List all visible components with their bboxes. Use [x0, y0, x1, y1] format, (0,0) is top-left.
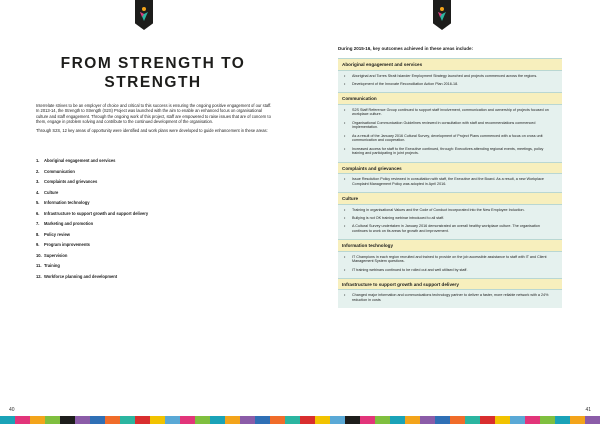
bullet-item — [344, 216, 556, 221]
list-item-label: Program improvements — [44, 242, 90, 247]
bullet-icon: • — [344, 267, 346, 272]
bullet-item — [344, 74, 556, 79]
bullet-icon: • — [344, 120, 346, 125]
stripe-segment — [30, 416, 45, 424]
list-item-label: Aboriginal engagement and services — [44, 158, 116, 163]
outcomes-table — [338, 58, 562, 308]
list-item — [36, 158, 266, 169]
bullet-item — [344, 224, 556, 233]
list-item-number: 1. — [36, 158, 40, 163]
stripe-segment — [570, 416, 585, 424]
bullet-icon: • — [344, 146, 346, 151]
stripe-segment — [165, 416, 180, 424]
intro-text — [36, 103, 272, 136]
stripe-segment — [390, 416, 405, 424]
bullet-icon: • — [344, 177, 346, 182]
bullet-text: Changed major information and communications technology partner to deliver a faster, more reliable network with a 24% reduction in costs — [352, 293, 549, 303]
stripe-segment — [90, 416, 105, 424]
bullet-icon: • — [344, 133, 346, 138]
bullet-text: Aboriginal and Torres Strait Islander Employment Strategy launched and projects commenced across the regions. — [352, 73, 538, 78]
section-heading: Aboriginal engagement and services — [338, 58, 562, 70]
list-item-number: 4. — [36, 189, 40, 195]
list-item-number: 9. — [36, 242, 40, 247]
stripe-segment — [495, 416, 510, 424]
bullet-text: Training in organisational Values and the Code of Conduct incorporated into the New Employee Induction. — [352, 207, 525, 212]
stripe-segment — [225, 416, 240, 424]
list-item-number: 10. — [36, 252, 42, 258]
stripe-segment — [585, 416, 600, 424]
bullet-item — [344, 147, 556, 156]
section-heading: Culture — [338, 192, 562, 204]
stripe-segment — [510, 416, 525, 424]
stripe-segment — [75, 416, 90, 424]
bullet-item — [344, 255, 556, 264]
stripe-segment — [60, 416, 75, 424]
stripe-segment — [0, 416, 15, 424]
section-heading: Information technology — [338, 239, 562, 251]
section-heading: Communication — [338, 92, 562, 104]
title-line-1: FROM STRENGTH TO — [60, 55, 246, 72]
stripe-segment — [240, 416, 255, 424]
stripe-segment — [420, 416, 435, 424]
list-item-number: 7. — [36, 221, 40, 226]
bullet-icon: • — [344, 73, 346, 78]
section-heading: Complaints and grievances — [338, 162, 562, 174]
list-item-number: 11. — [36, 263, 42, 268]
list-item — [36, 274, 266, 285]
bullet-item — [344, 293, 556, 302]
stripe-segment — [150, 416, 165, 424]
list-item-label: Communication — [44, 168, 75, 174]
stripe-segment — [405, 416, 420, 424]
intro-paragraph-1: Interrelate strives to be an employer of choice and critical to this success is ensuring the ongoing positive engagement of our staff. In 2013-14, the Strength to Strength (S2S) Project was launched with the aim to enable an enhanced focus on organisational culture and staff engagement. Through the ongoing work of this project, staff are empowered to raise issues that are of concern to them, engage in problem solving and contribute to the continued development of the organisation. — [36, 103, 272, 125]
bullet-item — [344, 208, 556, 213]
stripe-segment — [330, 416, 345, 424]
list-item — [36, 211, 266, 222]
bullet-item — [344, 177, 556, 186]
list-item-number: 8. — [36, 231, 40, 237]
bullet-text: S2S Staff Reference Group continued to support staff involvement, communication and ownership of projects focused on workplace culture. — [352, 107, 549, 117]
color-stripe-footer — [0, 416, 600, 424]
bookmark-tab — [135, 0, 153, 30]
list-item-number: 5. — [36, 200, 40, 205]
bullet-icon: • — [344, 81, 346, 86]
stripe-segment — [210, 416, 225, 424]
bullet-icon: • — [344, 254, 346, 259]
interrelate-logo-icon — [436, 6, 448, 22]
stripe-segment — [270, 416, 285, 424]
list-item-number: 2. — [36, 168, 40, 174]
list-item — [36, 232, 266, 243]
bookmark-tab — [433, 0, 451, 30]
bullet-text: As a result of the January 2016 Cultural Survey, development of Project Plans commenced with a focus on cross unit communication and cooperation. — [352, 133, 543, 143]
stripe-segment — [285, 416, 300, 424]
stripe-segment — [195, 416, 210, 424]
list-item — [36, 200, 266, 211]
bullet-text: Issue Resolution Policy reviewed in consultation with staff, the Executive and the Board. As a result, a new Workplace Complaint Management Policy was adopted in April 2016. — [352, 177, 544, 186]
stripe-segment — [315, 416, 330, 424]
section-heading: Infrastructure to support growth and support delivery — [338, 278, 562, 290]
key-areas-list — [36, 158, 266, 284]
stripe-segment — [435, 416, 450, 424]
stripe-segment — [540, 416, 555, 424]
stripe-segment — [15, 416, 30, 424]
stripe-segment — [465, 416, 480, 424]
section-body — [338, 70, 562, 93]
list-item-label: Supervision — [44, 252, 68, 258]
list-item — [36, 169, 266, 180]
list-item — [36, 179, 266, 190]
stripe-segment — [375, 416, 390, 424]
outcomes-lead: During 2015-16, key outcomes achieved in these areas include: — [338, 46, 474, 51]
list-item-label: Policy review — [44, 231, 70, 237]
bullet-text: IT training webinars continued to be rolled out and well utilised by staff. — [352, 267, 468, 272]
stripe-segment — [555, 416, 570, 424]
list-item — [36, 253, 266, 264]
bullet-icon: • — [344, 107, 346, 112]
bullet-icon: • — [344, 293, 346, 298]
bullet-text: Development of the Innovate Reconciliation Action Plan 2016-18. — [352, 81, 459, 86]
bullet-text: Organisational Communication Guidelines reviewed in consultation with staff and recommendations commenced implementation. — [352, 120, 536, 130]
stripe-segment — [45, 416, 60, 424]
list-item-label: Complaints and grievances — [44, 179, 98, 184]
bullet-item — [344, 134, 556, 143]
list-item-number: 12. — [36, 273, 42, 279]
stripe-segment — [105, 416, 120, 424]
stripe-segment — [255, 416, 270, 424]
list-item-number: 6. — [36, 210, 40, 216]
page-title — [38, 54, 268, 92]
right-page — [300, 0, 600, 424]
list-item-label: Information technology — [44, 200, 90, 205]
bullet-icon: • — [344, 207, 346, 212]
stripe-segment — [345, 416, 360, 424]
list-item-label: Culture — [44, 189, 59, 195]
bullet-text: Increased access for staff to the Executive continued, through: Executives attending regional events, meetings, policy training and participating in joint projects. — [352, 146, 544, 156]
list-item — [36, 190, 266, 201]
bullet-icon: • — [344, 215, 346, 220]
section-body — [338, 204, 562, 240]
stripe-segment — [360, 416, 375, 424]
interrelate-logo-icon — [138, 6, 150, 22]
stripe-segment — [525, 416, 540, 424]
stripe-segment — [180, 416, 195, 424]
bullet-item — [344, 108, 556, 117]
stripe-segment — [480, 416, 495, 424]
page-number-left: 40 — [9, 407, 15, 413]
list-item — [36, 221, 266, 232]
bullet-icon: • — [344, 224, 346, 229]
section-body — [338, 104, 562, 162]
bullet-item — [344, 268, 556, 273]
page-number-right: 41 — [585, 407, 591, 413]
section-body — [338, 173, 562, 192]
list-item-number: 3. — [36, 179, 40, 184]
list-item-label: Infrastructure to support growth and support delivery — [44, 210, 149, 216]
bullet-text: Bullying is not OK training webinar introduced to all staff. — [352, 215, 445, 220]
list-item-label: Training — [44, 263, 60, 268]
stripe-segment — [450, 416, 465, 424]
section-body — [338, 289, 562, 308]
bullet-item — [344, 82, 556, 87]
title-line-2: STRENGTH — [104, 74, 202, 91]
stripe-segment — [300, 416, 315, 424]
list-item-label: Marketing and promotion — [44, 221, 94, 226]
list-item — [36, 263, 266, 274]
stripe-segment — [135, 416, 150, 424]
intro-paragraph-2: Through S2S, 12 key areas of opportunity were identified and work plans were developed to guide enhancement in these areas: — [36, 127, 268, 133]
bullet-item — [344, 121, 556, 130]
bullet-text: A Cultural Survey undertaken in January 2016 demonstrated an overall healthy workplace culture. The organisation continues to work on its areas for growth and improvement. — [352, 224, 540, 233]
section-body — [338, 251, 562, 278]
list-item — [36, 242, 266, 253]
stripe-segment — [120, 416, 135, 424]
list-item-label: Workforce planning and development — [44, 273, 118, 279]
bullet-text: IT Champions in each region recruited and trained to provide on the job accessible assistance to staff with IT and Client Management System questions. — [352, 254, 547, 264]
